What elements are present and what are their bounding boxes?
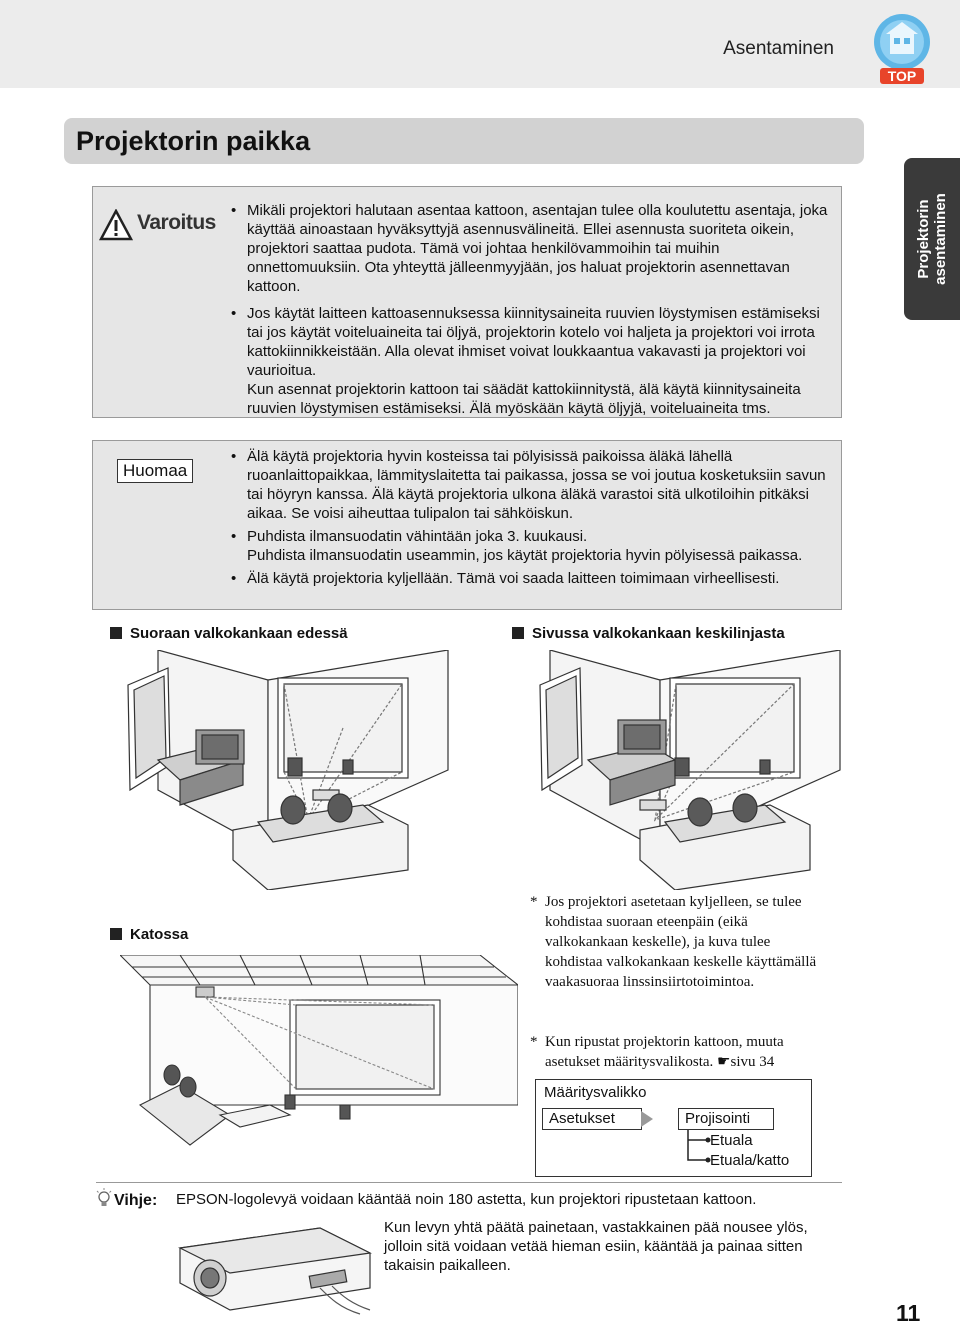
menu-option-etuala-katto[interactable]: Etuala/katto [710, 1152, 790, 1169]
divider [96, 1182, 842, 1183]
side-tab-line2: asentaminen [932, 193, 949, 285]
warning-triangle-icon [99, 209, 133, 241]
tip-text: EPSON-logolevyä voidaan kääntää noin 180 astetta, kun projektori ripustetaan kattoon. [176, 1191, 757, 1208]
heading-front: Suoraan valkokankaan edessä [110, 625, 348, 642]
top-home-icon[interactable] [868, 12, 936, 86]
side-chapter-tab[interactable] [904, 158, 960, 320]
page-title: Projektorin paikka [76, 126, 311, 156]
menu-title: Määritysvalikko [544, 1084, 647, 1101]
note-box [92, 440, 842, 610]
list-item-continuation: Puhdista ilmansuodatin useammin, jos käytät projektoria hyvin pölyisessä paikassa. [247, 547, 803, 564]
warning-list [227, 201, 833, 426]
warning-box [92, 186, 842, 418]
menu-item-asetukset[interactable]: Asetukset [542, 1108, 642, 1130]
note-label: Huomaa [117, 459, 193, 483]
tip-label: Vihje: [114, 1192, 158, 1209]
warning-label-text: Varoitus [137, 211, 216, 234]
list-item: • Puhdista ilmansuodatin vähintään joka 3. kuukausi. Puhdista ilmansuodatin useammin, jos käytät projektoria hyvin pölyisessä paikassa. [227, 527, 833, 565]
menu-item-projisointi[interactable]: Projisointi [678, 1108, 774, 1130]
list-item: • Jos käytät laitteen kattoasennuksessa kiinnitysaineita ruuvien löystymisen estämiseksi tai jos käytät voiteluaineita tai öljyä, projektorin kotelo voi haljeta ja projektori voi irrota kattokiinnikkeistään. Alla olevat ihmiset voivat loukkaantua vakavasti ja projektori voi vaurioitua. Kun asennat projektorin kattoon tai säädät kattokiinnitystä, älä käytä kiinnitysaineita ruuvien löystymisen estämiseksi. Älä myöskään käytä öljyjä, voiteluaineita tms. [227, 304, 833, 418]
list-item: • Älä käytä projektoria hyvin kosteissa tai pölyisissä paikoissa äläkä lähellä ruoanlaittopaikkaa, lämmityslaitetta tai paikassa, jossa se voi joutua kosketuksiin savun tai höyryn kanssa. Älä käytä projektoria ulkona äläkä varastoi sitä ulkotiloihin pitkäksi aikaa. Se voisi aiheuttaa tulipalon tai sähköiskun. [227, 447, 833, 523]
ceiling-placement-illustration [120, 955, 518, 1170]
logo-plate-illustration [170, 1218, 378, 1316]
list-item-continuation: Kun asennat projektorin kattoon tai säädät kattokiinnitystä, älä käytä kiinnitysaineita ruuvien löystymisen estämiseksi. Älä myöskään käytä öljyjä, voiteluaineita tms. [247, 381, 801, 417]
note-list [227, 447, 833, 592]
tip-subtext: Kun levyn yhtä päätä painetaan, vastakkainen pää nousee ylös, jolloin sitä voidaan vetää hieman esiin, kääntää ja painaa sitten takaisin paikalleen. [384, 1219, 808, 1274]
side-tab-line1: Projektorin [915, 199, 932, 279]
square-bullet-icon [110, 627, 122, 639]
asterisk-marker: * [530, 1034, 538, 1050]
heading-side: Sivussa valkokankaan keskilinjasta [512, 625, 785, 642]
front-placement-illustration [118, 650, 508, 890]
tip-lightbulb-icon [96, 1188, 112, 1210]
side-placement-illustration [510, 650, 900, 890]
arrow-right-icon [641, 1111, 653, 1127]
menu-option-etuala[interactable]: Etuala [710, 1132, 753, 1149]
warning-label [97, 209, 221, 243]
page-number: 11 [896, 1300, 921, 1322]
note-text: Kun ripustat projektorin kattoon, muuta asetukset määritysvalikosta. ☛sivu 34 [545, 1034, 784, 1070]
list-item: • Mikäli projektori halutaan asentaa kattoon, asentajan tulee olla koulutettu asentaja, joka käyttää ainoastaan hyväksyttyjä asennusvälineitä. Ellei asennusta suoriteta oikein, projektori saattaa pudota. Tämä voi johtaa henkilövammoihin tai muihin onnettomuuksiin. Ota yhteyttä jälleenmyyjään, jos haluat projektorin asennettavan kattoon. [227, 201, 833, 296]
header-title: Asentaminen [723, 38, 834, 59]
list-item: • Älä käytä projektoria kyljellään. Tämä voi saada laitteen toimimaan virheellisesti. [227, 569, 833, 588]
square-bullet-icon [512, 627, 524, 639]
heading-ceiling: Katossa [110, 926, 188, 943]
menu-path-diagram [535, 1079, 812, 1177]
ceiling-sideways-note [530, 892, 830, 992]
top-label: TOP [887, 68, 917, 84]
section-title-bar [64, 118, 864, 164]
asterisk-marker: * [530, 894, 538, 910]
ceiling-menu-note [530, 1032, 830, 1072]
square-bullet-icon [110, 928, 122, 940]
note-text: Jos projektori asetetaan kyljelleen, se tulee kohdistaa suoraan eteenpäin (eikä valkokankaan keskelle), ja kuva tulee kohdistaa valkokankaan keskelle käyttämällä vaakasuoraa linssinsiirtotoimintoa. [545, 894, 817, 990]
